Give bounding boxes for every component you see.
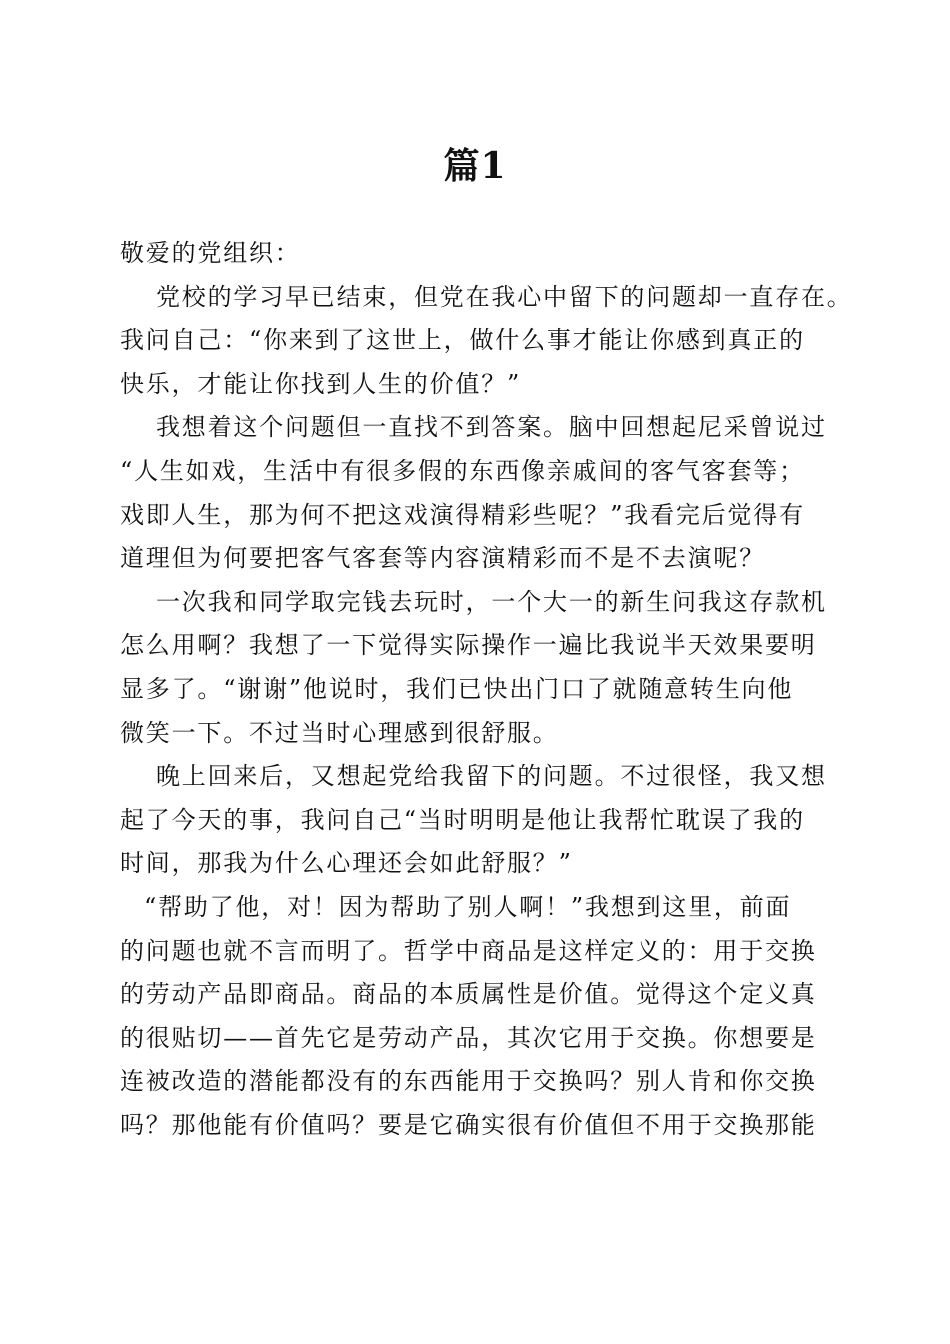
paragraph-line: 吗？那他能有价值吗？要是它确实很有价值但不用于交换那能 (120, 1110, 817, 1139)
paragraph-line: 戏即人生，那为何不把这戏演得精彩些呢？”我看完后觉得有 (120, 500, 805, 529)
paragraph-line: 显多了。“谢谢”他说时，我们已快出门口了就随意转生向他 (120, 674, 794, 703)
paragraph-line: 一次我和同学取完钱去玩时，一个大一的新生问我这存款机 (156, 587, 827, 616)
paragraph-line: 起了今天的事，我问自己“当时明明是他让我帮忙耽误了我的 (120, 805, 805, 834)
paragraph-line: 晚上回来后，又想起党给我留下的问题。不过很怪，我又想 (156, 762, 827, 791)
paragraph-line: 微笑一下。不过当时心理感到很舒服。 (120, 718, 559, 747)
salutation: 敬爱的党组织： (120, 239, 301, 267)
paragraph-line: 连被改造的潜能都没有的东西能用于交换吗？别人肯和你交换 (120, 1067, 817, 1096)
paragraph-line: 党校的学习早已结束，但党在我心中留下的问题却一直存在。 (156, 282, 853, 311)
paragraph-line: 的劳动产品即商品。商品的本质属性是价值。觉得这个定义真 (120, 980, 817, 1009)
paragraph-line: 我想着这个问题但一直找不到答案。脑中回想起尼采曾说过 (156, 413, 827, 442)
letter-body (120, 232, 853, 1147)
paragraph-line: 我问自己：“你来到了这世上，做什么事才能让你感到真正的 (120, 326, 805, 355)
paragraph-line: 快乐，才能让你找到人生的价值？” (120, 369, 522, 398)
paragraph-line: 怎么用啊？我想了一下觉得实际操作一遍比我说半天效果要明 (120, 631, 817, 660)
paragraph-line: “帮助了他，对！因为帮助了别人啊！”我想到这里，前面 (144, 892, 792, 921)
paragraph-line: 时间，那我为什么心理还会如此舒服？” (120, 849, 573, 878)
paragraph-line: “人生如戏，生活中有很多假的东西像亲戚间的客气客套等； (120, 456, 805, 485)
paragraph-line: 的问题也就不言而明了。哲学中商品是这样定义的：用于交换 (120, 936, 817, 965)
paragraph-line: 的很贴切——首先它是劳动产品，其次它用于交换。你想要是 (120, 1023, 817, 1052)
paragraph-line: 道理但为何要把客气客套等内容演精彩而不是不去演呢？ (120, 544, 765, 573)
page-title: 篇1 (443, 145, 507, 187)
